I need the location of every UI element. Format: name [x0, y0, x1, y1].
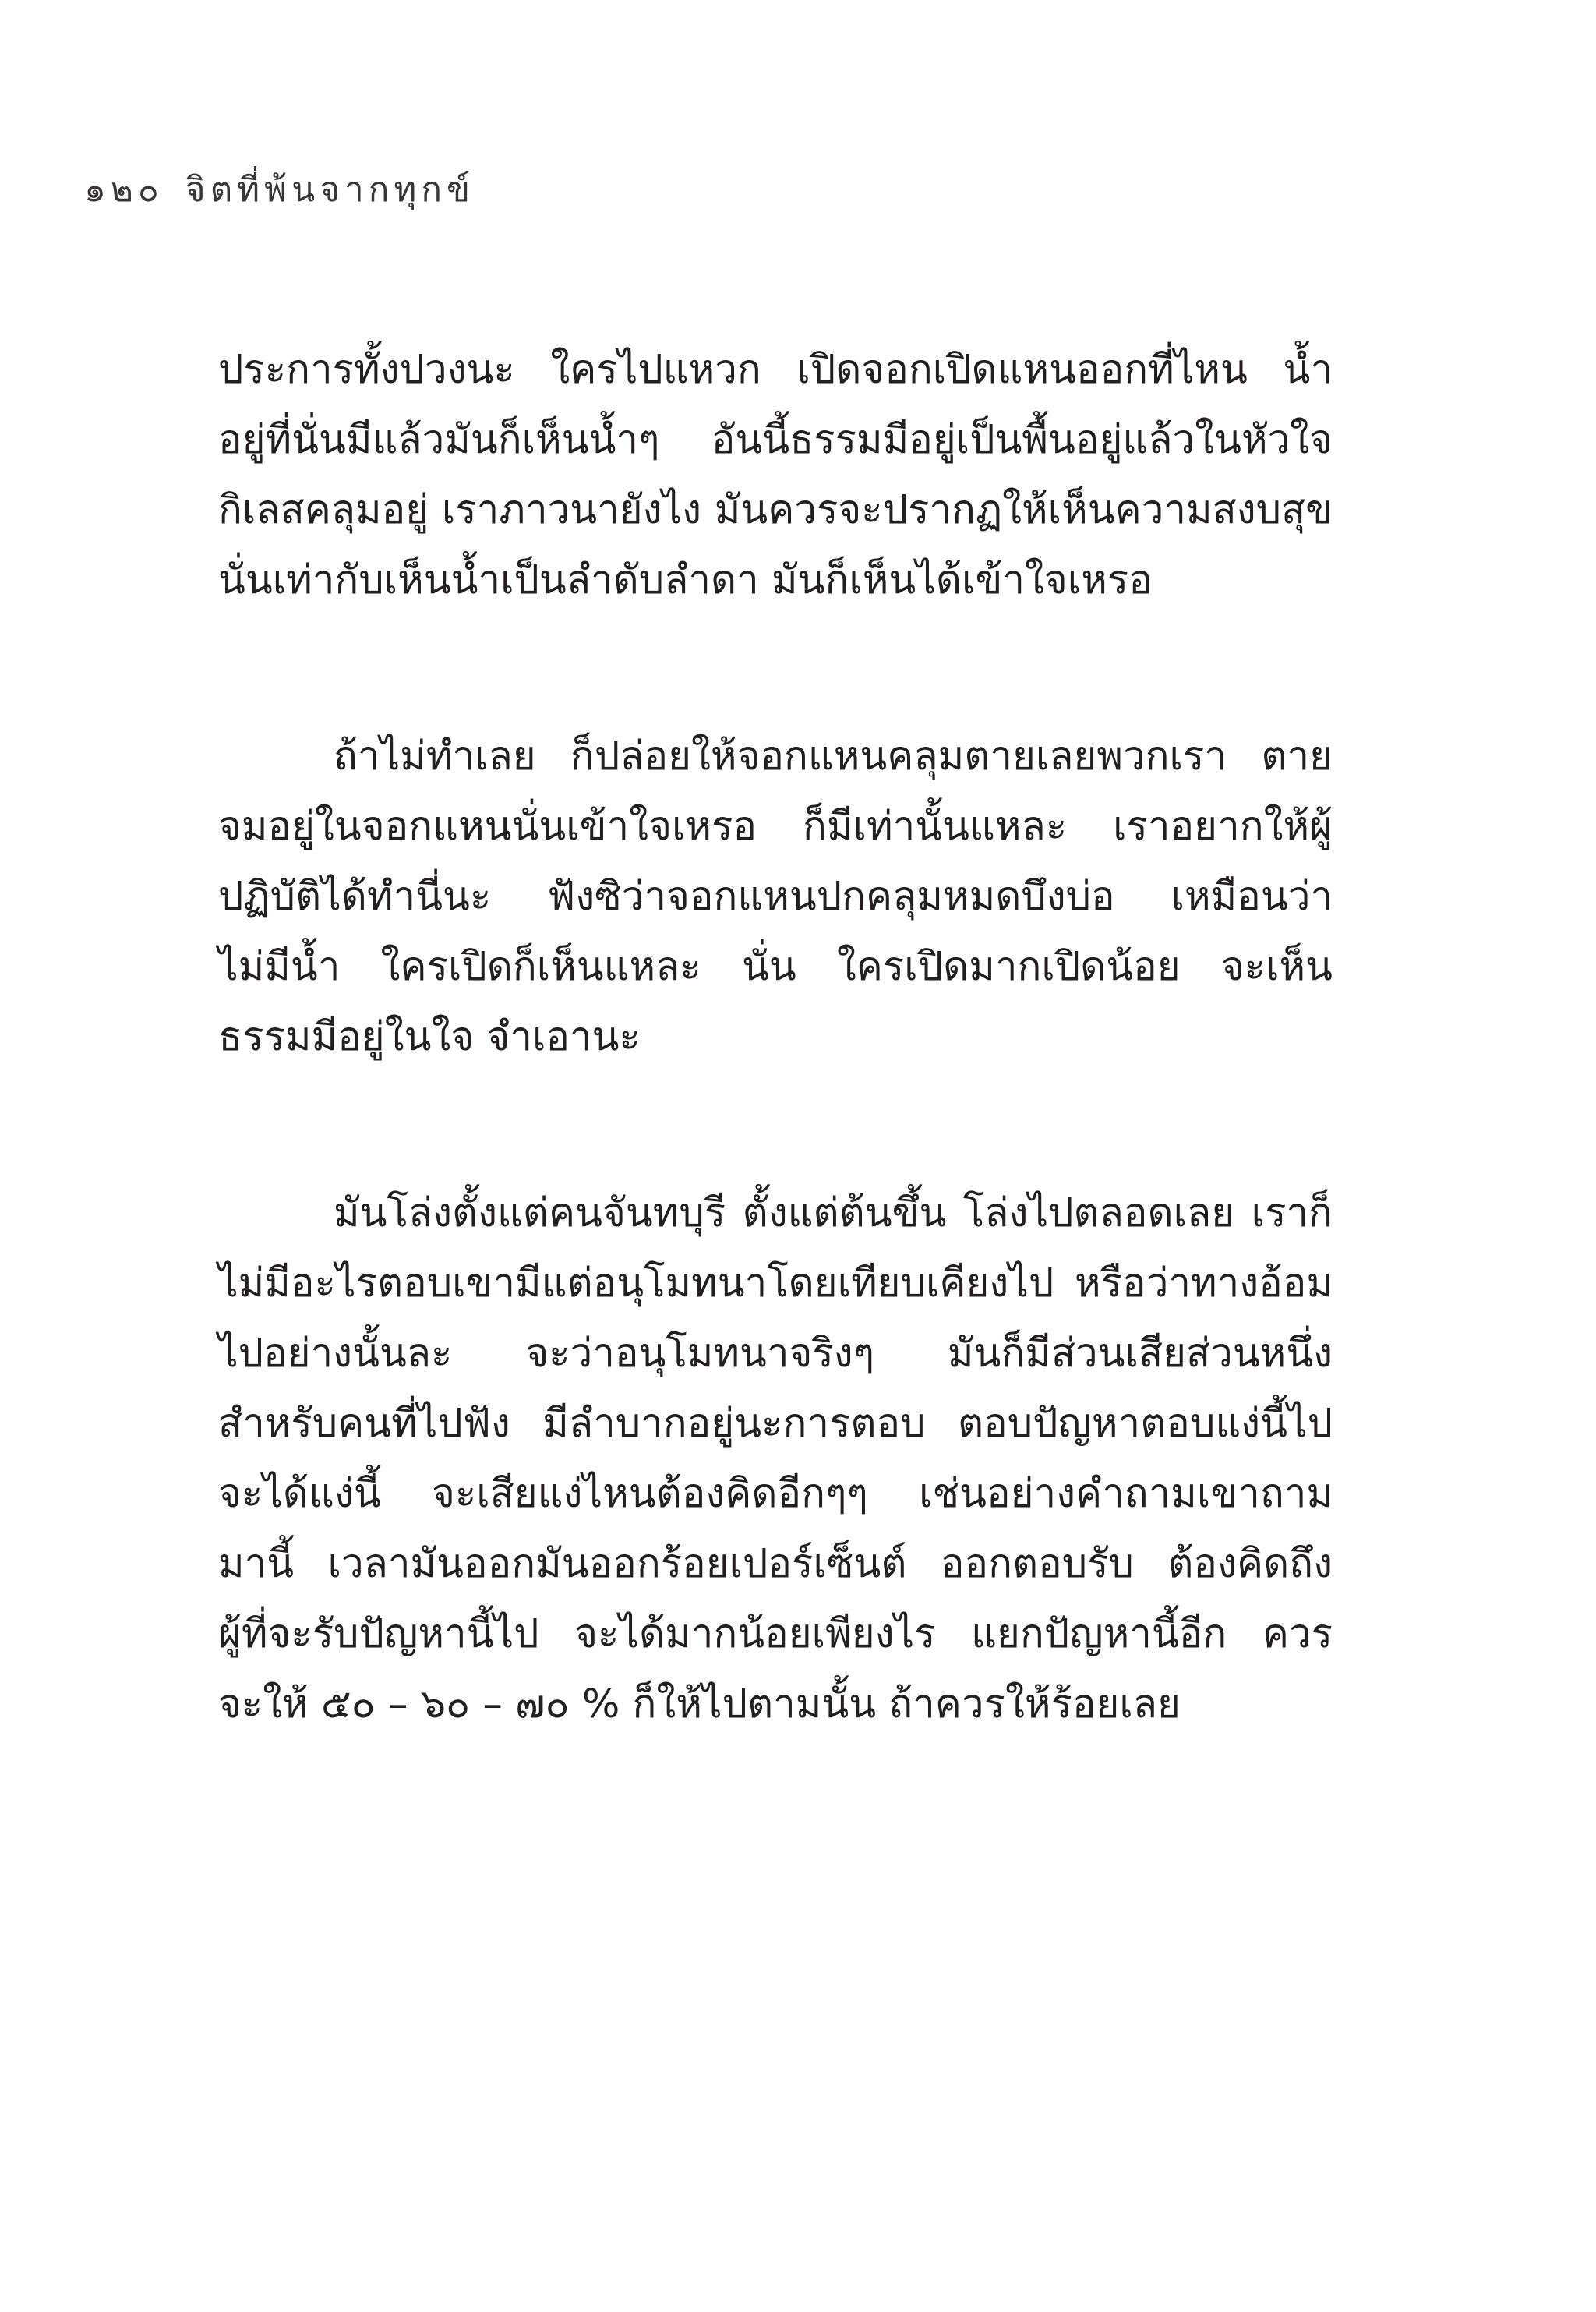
word: ถ้าไม่ทำเลย: [334, 734, 536, 780]
word: จะเห็น: [1220, 944, 1333, 990]
text-line: [218, 1600, 1333, 1670]
word: มันก็เห็นได้เข้าใจเหรอ: [772, 557, 1153, 603]
word: หรือว่าทางอ้อม: [1075, 1260, 1333, 1306]
text-line: [218, 1459, 1333, 1529]
text-line: [218, 1670, 1333, 1740]
word: %: [581, 1681, 620, 1727]
word: เวลามันออกมันออกร้อยเปอร์เซ็นต์: [327, 1541, 907, 1587]
word: ก็ให้ไปตามนั้น: [632, 1681, 877, 1727]
word: สำหรับคนที่ไปฟัง: [218, 1401, 510, 1447]
word: ประการทั้งปวงนะ: [218, 347, 515, 393]
text-line: [218, 1389, 1333, 1459]
word: ใครเปิดมากเปิดน้อย: [836, 944, 1181, 990]
text-line: [218, 1529, 1333, 1600]
word: ควร: [1262, 1611, 1333, 1657]
text-line: [218, 862, 1333, 932]
word: จะว่าอนุโมทนาจริงๆ: [525, 1331, 875, 1377]
word: ไม่มีอะไรตอบเขามีแต่อนุโมทนาโดยเทียบเคียงไป: [218, 1260, 1054, 1306]
word: จะเสียแง่ไหนต้องคิดอีกๆๆ: [431, 1471, 868, 1517]
word: กิเลสคลุมอยู่: [218, 487, 429, 533]
text-line: [218, 1319, 1333, 1389]
word: –: [387, 1681, 408, 1727]
word: โล่งไปตลอดเลย: [962, 1190, 1235, 1236]
word: จะได้แง่นี้: [218, 1471, 381, 1517]
text-line: [218, 335, 1333, 405]
word: จะได้มากน้อยเพียงไร: [574, 1611, 936, 1657]
body-text: [218, 335, 1333, 1846]
word: ๖๐: [420, 1681, 471, 1727]
paragraph-1: [218, 335, 1333, 616]
word: ออกตอบรับ: [940, 1541, 1134, 1587]
text-line: [218, 546, 1333, 616]
word: เปิดจอกเปิดแหนออกที่ไหน: [796, 347, 1248, 393]
text-line: [218, 932, 1333, 1002]
word: มันโล่งตั้งแต่คนจันทบุรี: [334, 1190, 726, 1236]
word: จมอยู่ในจอกแหนนั่นเข้าใจเหรอ: [218, 804, 757, 850]
word: ปฏิบัติได้ทำนี่นะ: [218, 874, 492, 920]
word: นั่น: [741, 944, 796, 990]
word: ก็ปล่อยให้จอกแหนคลุมตายเลยพวกเรา: [570, 734, 1227, 780]
page-number: ๑๒๐: [84, 170, 164, 210]
word: ใครไปแหวก: [550, 347, 761, 393]
word: ไปอย่างนั้นละ: [218, 1331, 453, 1377]
word: ถ้าควรให้ร้อยเลย: [888, 1681, 1181, 1727]
word: อันนี้ธรรมมีอยู่เป็นพื้นอยู่แล้วในหัวใจ: [711, 417, 1333, 463]
word: จำเอานะ: [486, 1014, 641, 1060]
text-line: [218, 722, 1333, 792]
text-line: [218, 1249, 1333, 1319]
text-line: [218, 405, 1333, 475]
text-line: [218, 1002, 1333, 1073]
word: นั่นเท่ากับเห็นน้ำเป็นลำดับลำดา: [218, 557, 759, 603]
paragraph-2: [218, 722, 1333, 1073]
word: ไม่มีน้ำ: [218, 944, 341, 990]
book-title: จิตที่พ้นจากทุกข์: [185, 170, 475, 210]
word: อยู่ที่นั่นมีแล้วมันก็เห็นน้ำๆ: [218, 417, 660, 463]
word: ตั้งแต่ต้นขึ้น: [742, 1190, 947, 1236]
word: น้ำ: [1283, 347, 1333, 393]
text-line: [218, 1179, 1333, 1249]
word: ธรรมมีอยู่ในใจ: [218, 1014, 475, 1060]
word: มานี้: [218, 1541, 295, 1587]
word: ตาย: [1261, 734, 1333, 780]
word: เราภาวนายังไง: [441, 487, 702, 533]
word: มันควรจะปรากฏให้เห็นความสงบสุข: [714, 487, 1333, 533]
word: –: [482, 1681, 503, 1727]
word: แยกปัญหานี้อีก: [971, 1611, 1227, 1657]
word: เราอยากให้ผู้: [1113, 804, 1333, 850]
word: ใครเปิดก็เห็นแหละ: [380, 944, 701, 990]
word: ตอบปัญหาตอบแง่นี้ไป: [957, 1401, 1333, 1447]
word: มันก็มีส่วนเสียส่วนหนึ่ง: [947, 1331, 1333, 1377]
word: เช่นอย่างคำถามเขาถาม: [919, 1471, 1333, 1517]
word: เหมือนว่า: [1171, 874, 1333, 920]
word: ก็มีเท่านั้นแหละ: [803, 804, 1068, 850]
text-line: [218, 475, 1333, 546]
word: ผู้ที่จะรับปัญหานี้ไป: [218, 1611, 539, 1657]
paragraph-3: [218, 1179, 1333, 1740]
word: ฟังซิว่าจอกแหนปกคลุมหมดบึงบ่อ: [547, 874, 1115, 920]
word: จะให้: [218, 1681, 309, 1727]
word: ๕๐: [321, 1681, 376, 1727]
text-line: [218, 792, 1333, 862]
word: มีลำบากอยู่นะการตอบ: [542, 1401, 926, 1447]
word: เราก็: [1251, 1190, 1333, 1236]
word: ต้องคิดถึง: [1167, 1541, 1333, 1587]
word: ๗๐: [515, 1681, 570, 1727]
running-header: [84, 162, 475, 217]
